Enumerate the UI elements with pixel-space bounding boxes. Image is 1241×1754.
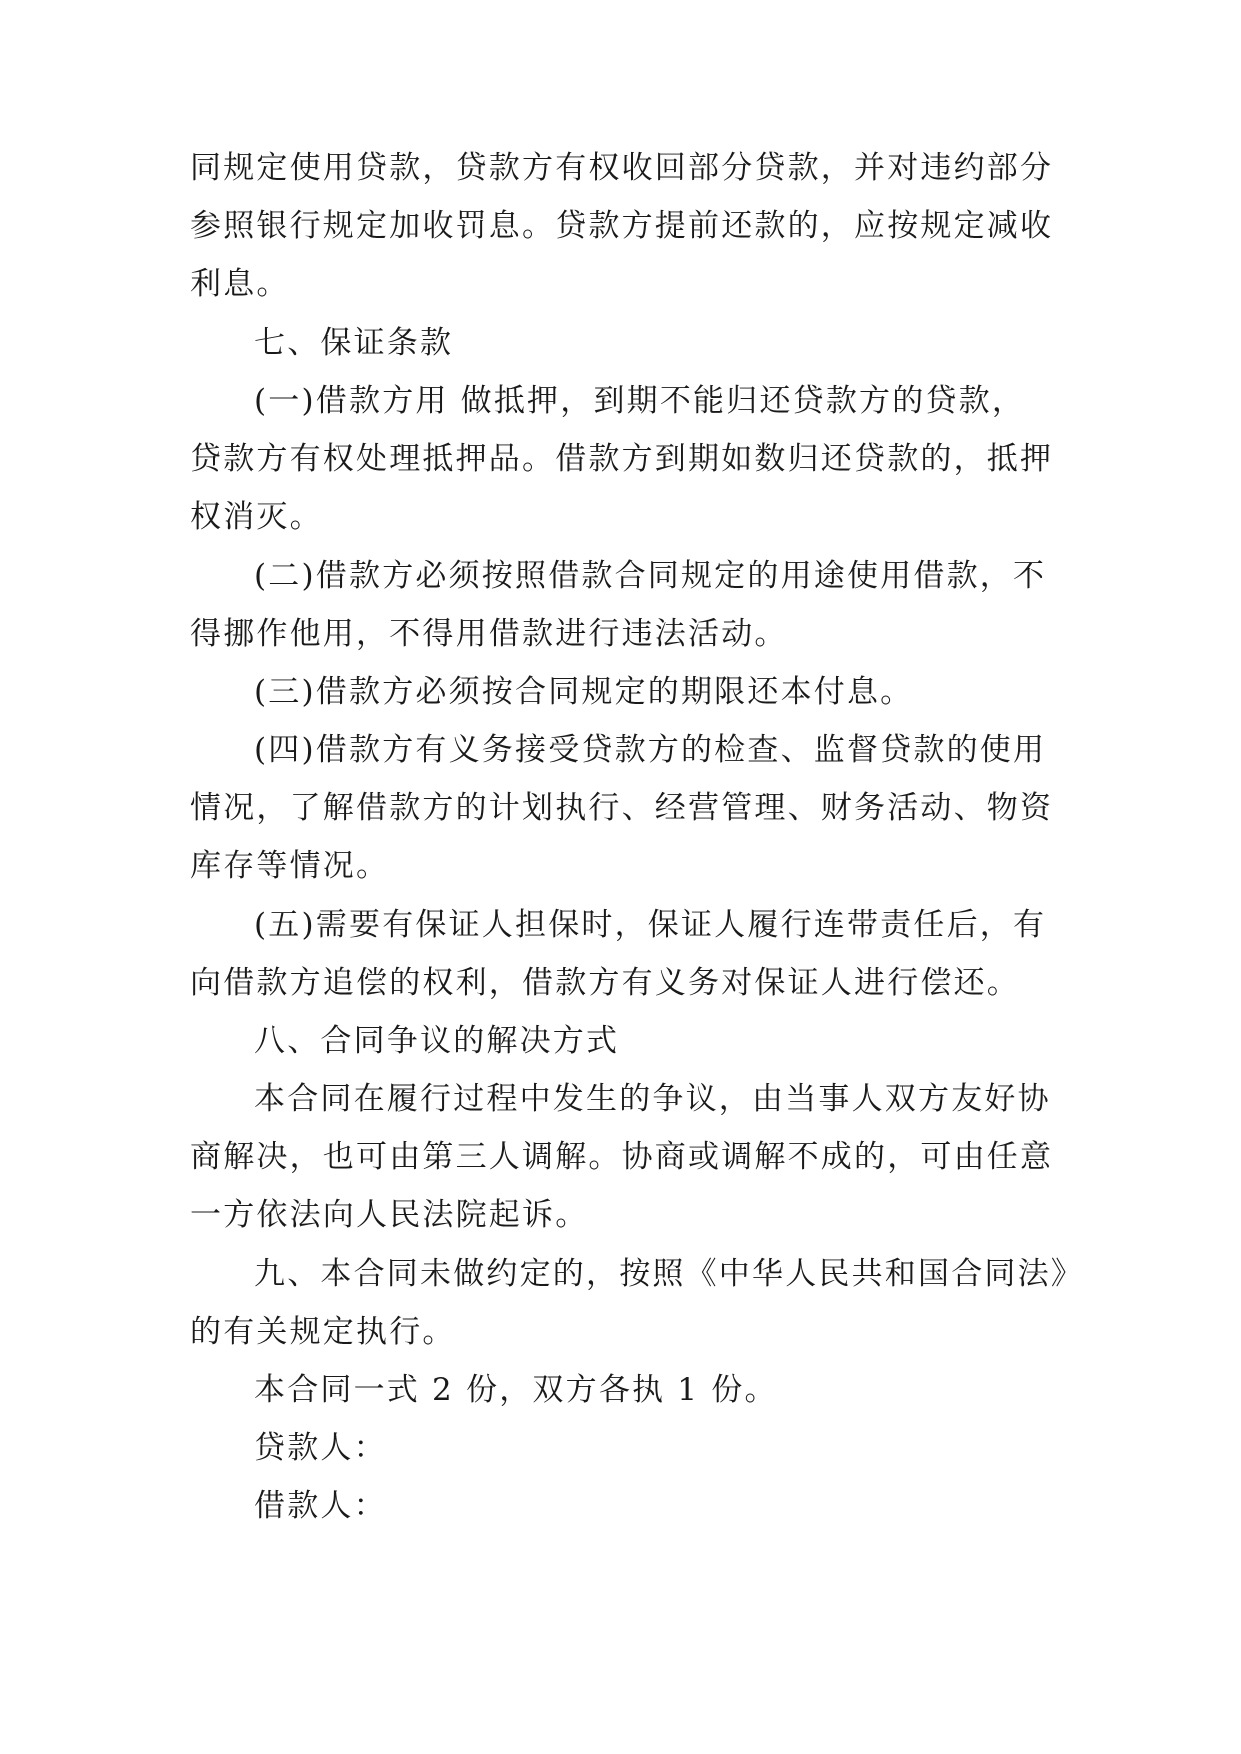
text-line: 利息。 [190,266,290,302]
text-line: (二)借款方必须按照借款合同规定的用途使用借款，不 [254,558,1047,594]
text-line: 一方依法向人民法院起诉。 [190,1197,589,1233]
text-line: 同规定使用贷款，贷款方有权收回部分贷款，并对违约部分 [190,150,1054,186]
text-line: 库存等情况。 [190,848,390,884]
lender-signature-label: 贷款人： [254,1430,387,1466]
section-heading: 七、保证条款 [254,325,454,361]
text-line: (四)借款方有义务接受贷款方的检查、监督贷款的使用 [254,732,1047,768]
text-line: 参照银行规定加收罚息。贷款方提前还款的，应按规定减收 [190,208,1054,244]
text-line: 向借款方追偿的权利，借款方有义务对保证人进行偿还。 [190,965,1020,1001]
borrower-signature-label: 借款人： [254,1488,387,1524]
text-line: (三)借款方必须按合同规定的期限还本付息。 [254,674,914,710]
text-line: (一)借款方用 做抵押，到期不能归还贷款方的贷款， [254,383,1026,419]
text-line: 贷款方有权处理抵押品。借款方到期如数归还贷款的，抵押 [190,441,1054,477]
text-line: 商解决，也可由第三人调解。协商或调解不成的，可由任意 [190,1139,1054,1175]
text-line: 本合同在履行过程中发生的争议，由当事人双方友好协 [254,1081,1051,1117]
text-line: (五)需要有保证人担保时，保证人履行连带责任后，有 [254,907,1047,943]
section-heading: 八、合同争议的解决方式 [254,1023,620,1059]
text-line: 权消灭。 [190,499,323,535]
text-line: 得挪作他用，不得用借款进行违法活动。 [190,616,788,652]
text-line: 的有关规定执行。 [190,1314,456,1350]
text-line: 情况，了解借款方的计划执行、经营管理、财务活动、物资 [190,790,1054,826]
section-heading: 九、本合同未做约定的，按照《中华人民共和国合同法》 [254,1256,1084,1292]
text-line: 本合同一式 2 份，双方各执 1 份。 [254,1372,778,1408]
